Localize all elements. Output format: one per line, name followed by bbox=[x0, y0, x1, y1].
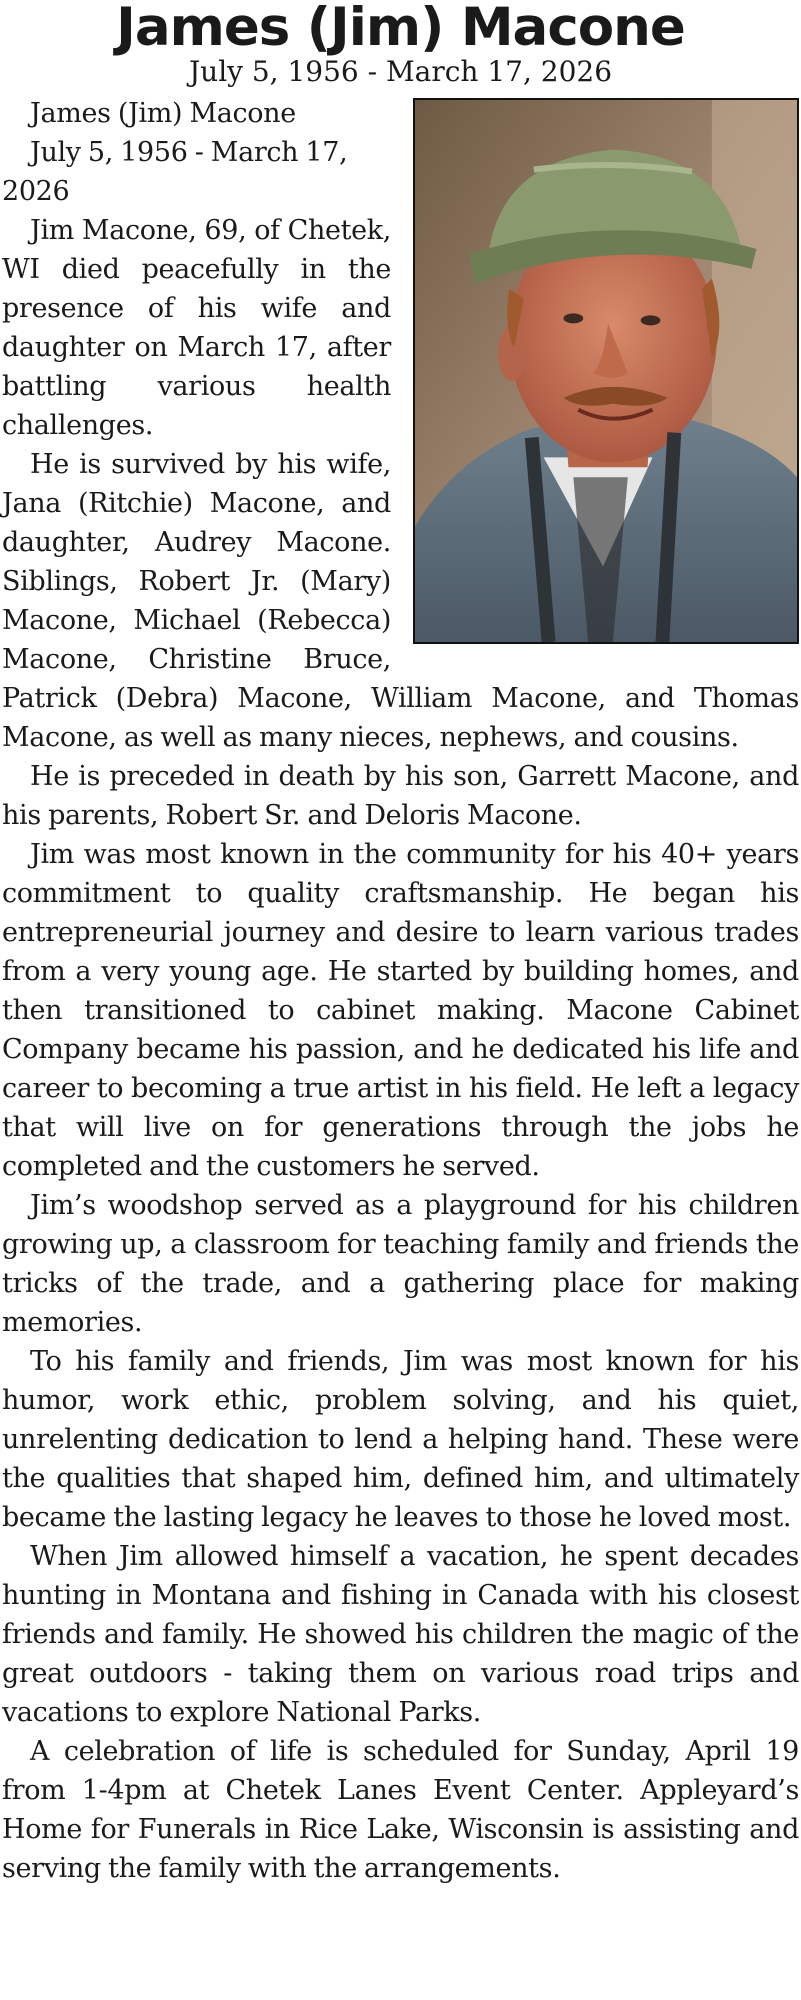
body-name-line: James (Jim) Macone bbox=[30, 98, 296, 129]
portrait-photo-icon bbox=[415, 100, 797, 642]
obituary-dates: July 5, 1956 - March 17, 2026 bbox=[188, 55, 613, 88]
obituary-title: James (Jim) Macone bbox=[116, 0, 685, 58]
obituary-body bbox=[2, 94, 799, 1888]
body-paragraph: To his family and friends, Jim was most known for his humor, work ethic, problem solving, and his quiet, unrelenting dedication to lend a helping hand. These were the qualities that shaped him, defined him, and ultimately became the lasting legacy he leaves to those he loved most. bbox=[2, 1346, 799, 1533]
body-paragraph: A celebration of life is scheduled for Sunday, April 19 from 1-4pm at Chetek Lanes Event Center. Appleyard’s Home for Funerals in Rice Lake, Wisconsin is assisting and serving the family with the arrangements. bbox=[2, 1736, 799, 1884]
body-dates-line: July 5, 1956 - March 17, 2026 bbox=[2, 137, 348, 207]
body-paragraph: When Jim allowed himself a vacation, he spent decades hunting in Montana and fishing in Canada with his closest friends and family. He showed his children the magic of the great outdoors - taking them on various road trips and vacations to explore National Parks. bbox=[2, 1541, 799, 1728]
body-paragraph: He is survived by his wife, Jana (Ritchie) Macone, and daughter, Audrey Macone. Siblings, Robert Jr. (Mary) Macone, Michael (Rebecca) Macone, Christine Bruce, Patrick (Debra) Macone, William Macone, and Thomas Macone, as well as many nieces, nephews, and cousins. bbox=[2, 449, 799, 753]
body-paragraph: He is preceded in death by his son, Garrett Macone, and his parents, Robert Sr. and Deloris Macone. bbox=[2, 761, 799, 831]
body-paragraph: Jim’s woodshop served as a playground for his children growing up, a classroom for teaching family and friends the tricks of the trade, and a gathering place for making memories. bbox=[2, 1190, 799, 1338]
portrait-photo bbox=[413, 98, 799, 644]
body-paragraph: Jim Macone, 69, of Chetek, WI died peacefully in the presence of his wife and daughter on March 17, after battling various health challenges. bbox=[2, 215, 391, 441]
body-paragraph: Jim was most known in the community for his 40+ years commitment to quality craftsmanship. He began his entrepreneurial journey and desire to learn various trades from a very young age. He started by building homes, and then transitioned to cabinet making. Macone Cabinet Company became his passion, and he dedicated his life and career to becoming a true artist in his field. He left a legacy that will live on for generations through the jobs he completed and the customers he served. bbox=[2, 839, 799, 1182]
